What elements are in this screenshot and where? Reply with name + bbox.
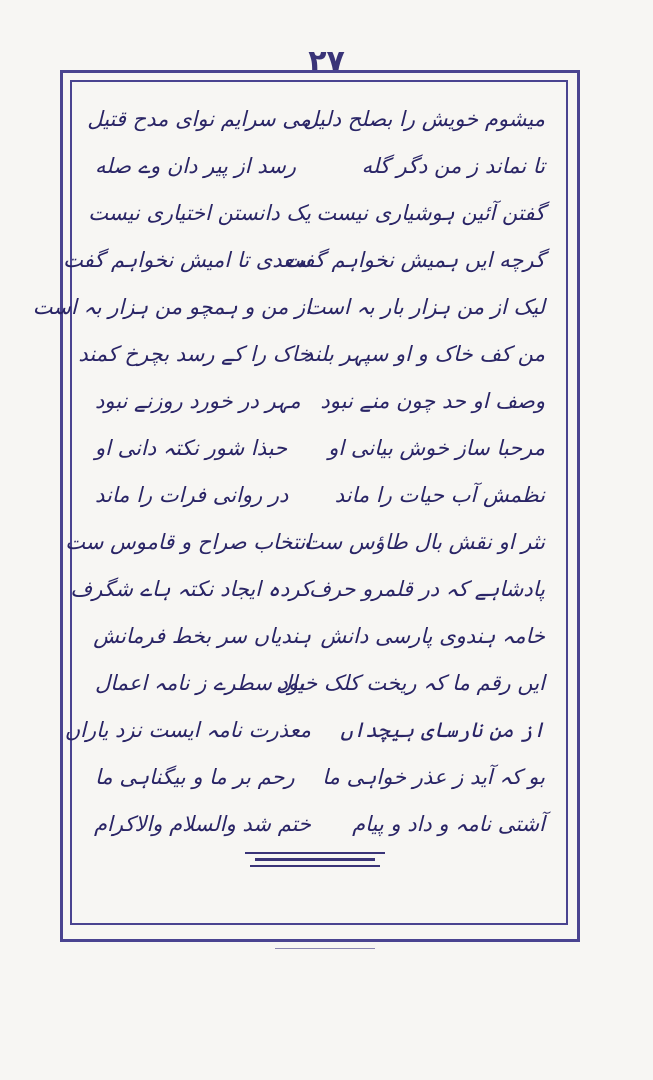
hemistich-second: رحم بر ما و بیگناہی ما [95,764,295,789]
page-number: ۲۷ [308,44,345,79]
couplet [65,518,545,565]
hemistich-second: سعدی تا امیش نخواہم گفت [63,247,311,272]
hemistich-second: یک دانستن اختیاری نیست [88,200,311,225]
hemistich-second: ختم شد والسلام والاکرام [94,811,311,836]
couplet [95,659,545,706]
hemistich-first: گرچه ایں ہمیش نخواہم گفت [283,247,545,272]
hemistich-second: حبذا شور نکتہ دانی او [95,435,288,460]
couplet [95,753,545,800]
hemistich-second: می سرایم نوای مدح قتیل [87,106,311,131]
couplet [95,612,545,659]
couplet [95,142,545,189]
hemistich-first: ایں رقم ما کہ ریخت کلک خیال [276,670,545,695]
verse-block [32,95,545,847]
hemistich-second: مہر در خورد روزنے نبود [95,388,301,413]
couplet [78,330,545,377]
hemistich-first: نثر او نقش بال طاؤس ست [304,529,545,554]
couplet [95,377,545,424]
couplet [64,706,545,753]
end-ornament-rule [245,852,385,854]
hemistich-first: نظمش آب حیات را ماند [334,482,545,507]
hemistich-first: آشتی نامہ و داد و پیام [352,811,545,836]
hemistich-second: از من و ہمچو من ہزار بہ است [32,294,311,319]
hemistich-first: میشوم خویش را بصلح دلیل [303,106,545,131]
hemistich-second: رسد از پیر دان وے صله [95,153,296,178]
hemistich-first: تا نماند ز من دگر گله [361,153,545,178]
hemistich-second: خاک را کے رسد بچرخ کمند [78,341,311,366]
couplet [32,283,545,330]
hemistich-first: پادشاہے کہ در قلمرو حرف [309,576,545,601]
couplet [70,565,545,612]
hemistich-first: بو کہ آید ز عذر خواہی ما [322,764,545,789]
couplet [95,800,545,847]
end-ornament-rule [250,865,380,867]
hemistich-first: خامہ ہندوی پارسی دانش [320,623,545,648]
hemistich-second: در روانی فرات را ماند [95,482,289,507]
hemistich-second: کردہ ایجاد نکتہ ہاے شگرف [70,576,311,601]
couplet [88,189,545,236]
bottom-divider [275,948,375,949]
end-ornament-rule [255,858,375,861]
hemistich-second: انتخاب صراح و قاموس ست [65,529,311,554]
hemistich-first: وصف او حد چون منے نبود [320,388,545,413]
hemistich-first: من کف خاک و او سپہر بلند [303,341,545,366]
hemistich-first: مرحبا ساز خوش بیانی او [328,435,545,460]
hemistich-first: از من نارسای ہیچداں [340,717,545,742]
couplet [87,95,545,142]
hemistich-second: ہندیاں سر بخط فرمانش [93,623,311,648]
couplet [63,236,545,283]
couplet [95,471,545,518]
hemistich-second: بود سطرے ز نامہ اعمال [95,670,305,695]
hemistich-first: گفتن آئین ہوشیاری نیست [316,200,545,225]
couplet [95,424,545,471]
hemistich-first: لیک از من ہزار بار بہ است [305,294,545,319]
hemistich-second: معذرت نامہ ایست نزد یاراں [64,717,311,742]
